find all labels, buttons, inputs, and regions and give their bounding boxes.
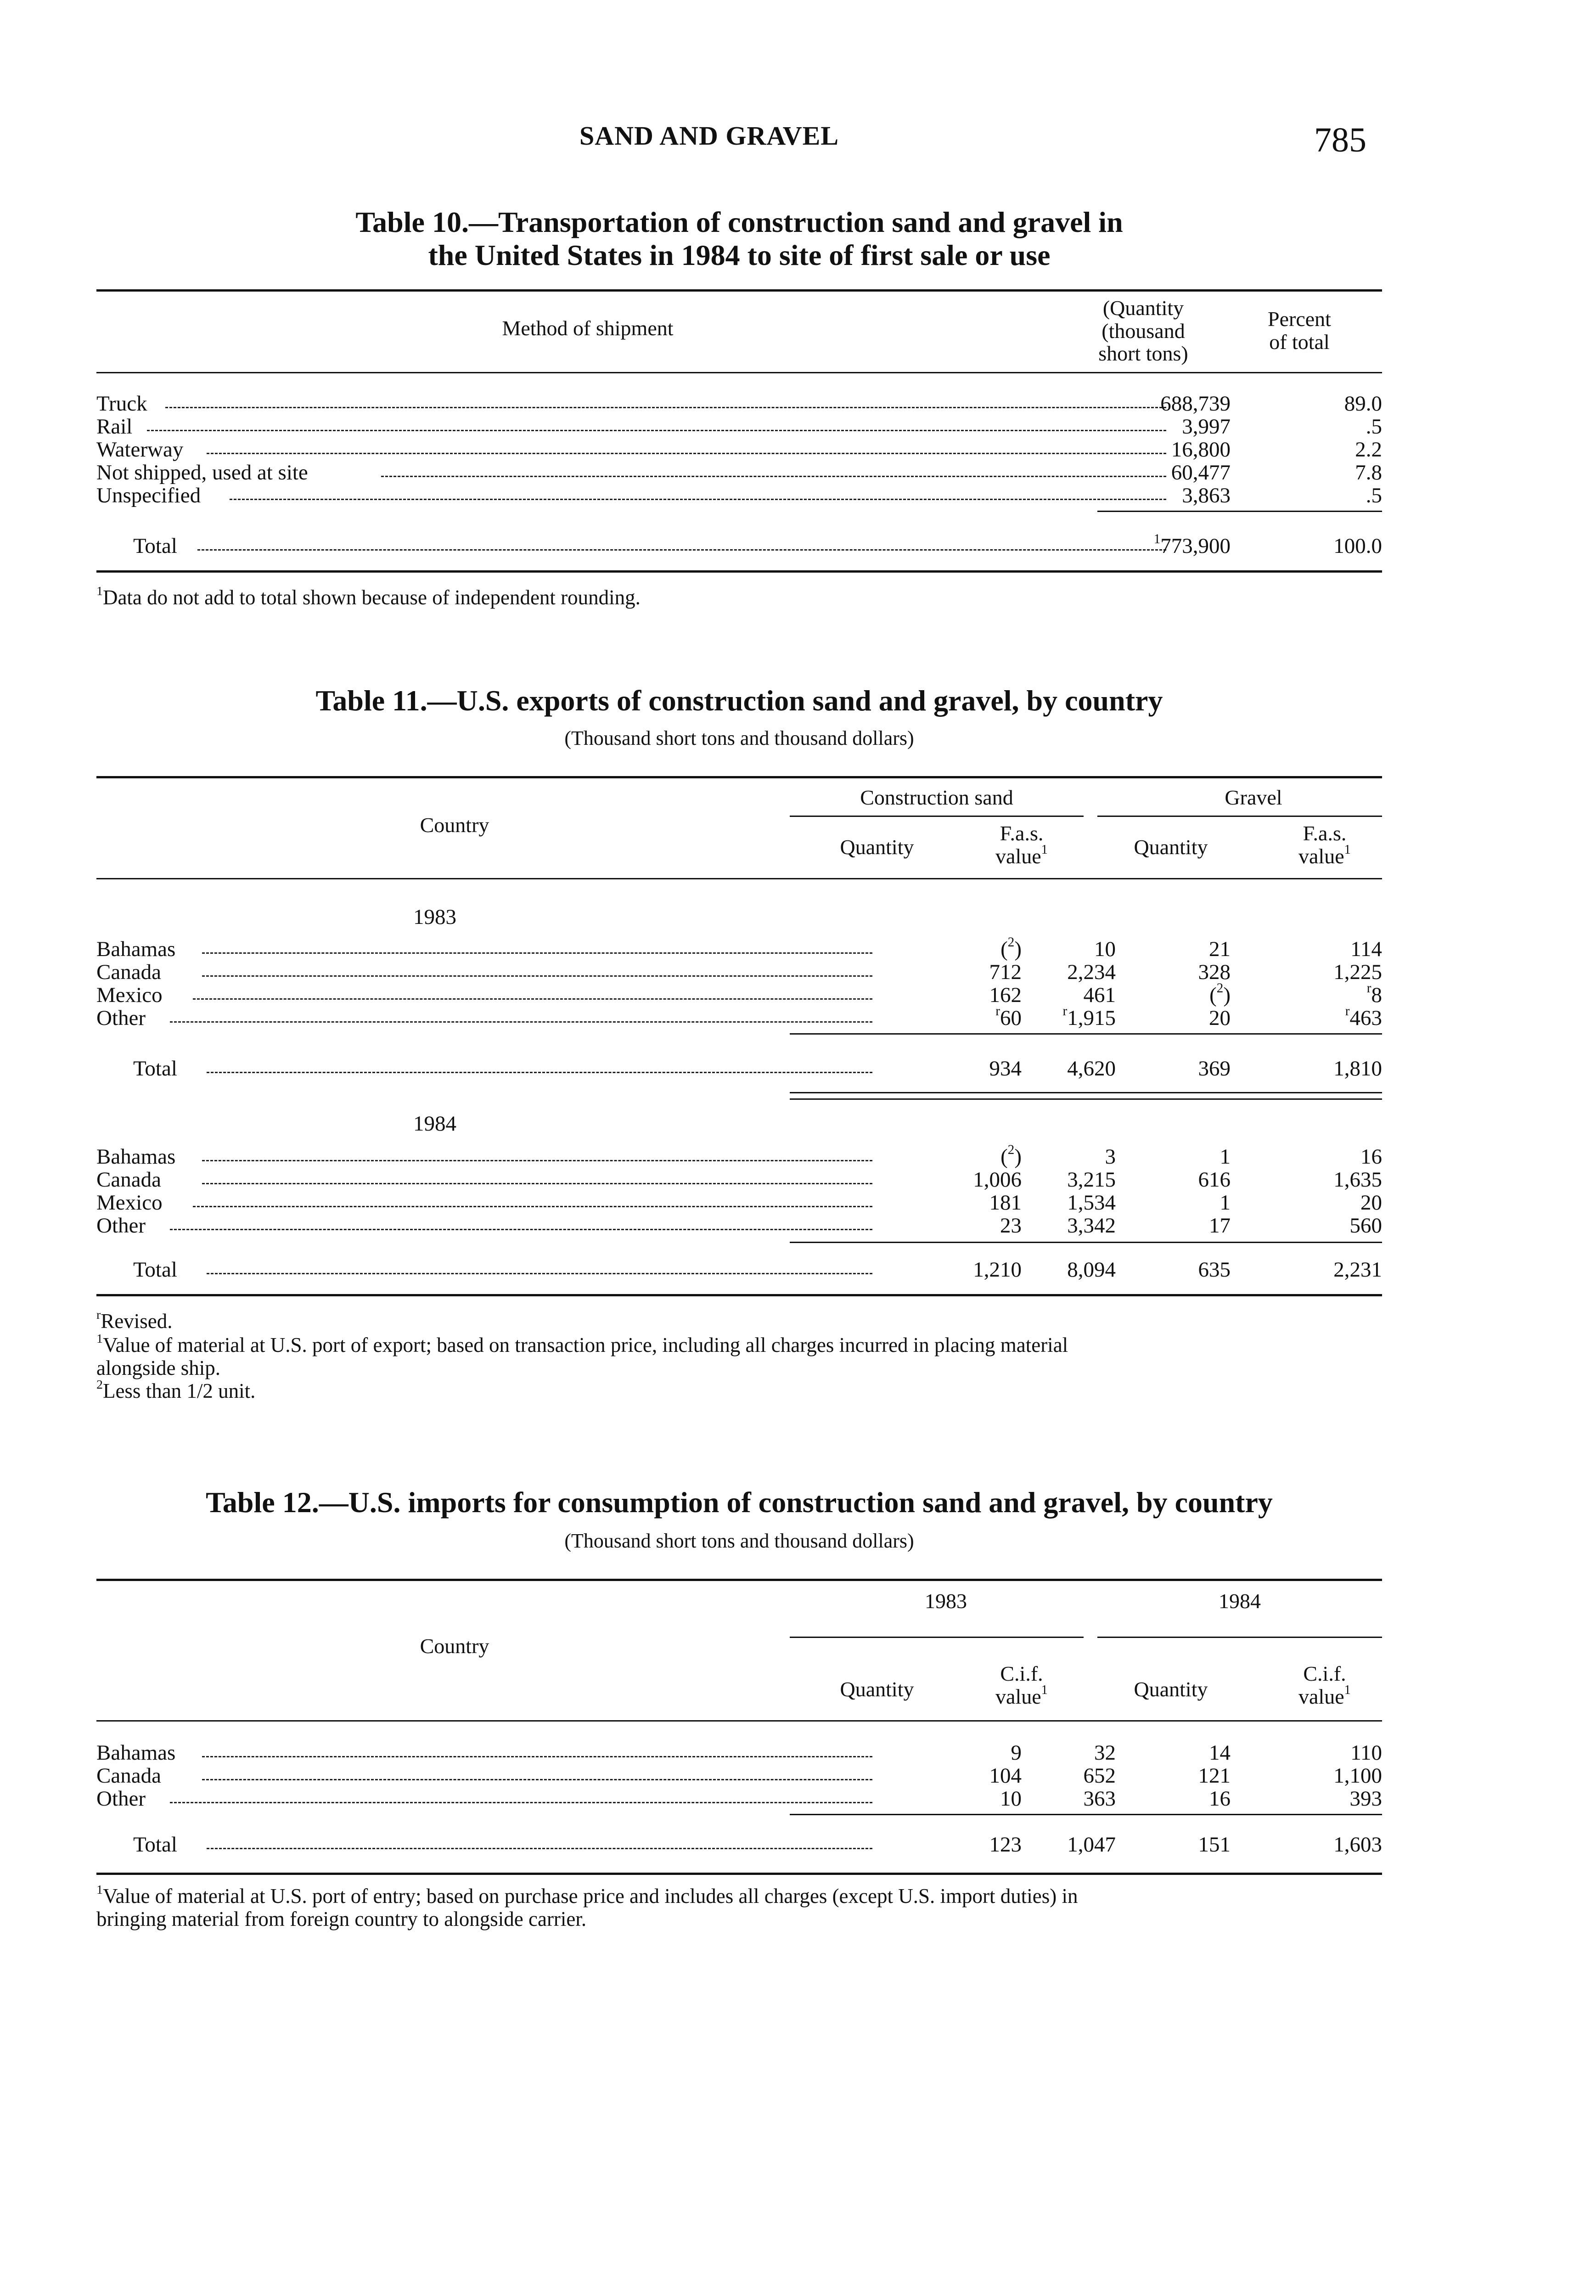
footnote-marker: 1: [96, 1883, 103, 1897]
table-row: [96, 1144, 1382, 1167]
table11-col-gravel-fas: [1272, 822, 1377, 867]
footnote-marker: 1: [96, 1332, 103, 1346]
sand-quantity: $^r$60: [995, 1004, 1022, 1030]
row-quantity: 3,997: [1182, 415, 1231, 439]
table-row: [96, 1213, 1382, 1236]
gravel-value-text: 8: [1371, 983, 1382, 1007]
quantity-1983: 123: [989, 1833, 1022, 1857]
fas-line1: F.a.s.: [1303, 822, 1347, 845]
table11-1983-total-rule: [790, 1033, 1382, 1035]
row-label: Not shipped, used at site: [96, 461, 308, 484]
sand-value: 8,094: [1067, 1258, 1116, 1282]
revised-marker: r: [995, 1004, 1000, 1019]
gravel-quantity: 1: [1219, 1145, 1231, 1169]
row-quantity: 3,863: [1182, 484, 1231, 507]
table12-col-country: Country: [420, 1634, 489, 1658]
leader-dots: [202, 1756, 872, 1757]
row-label: Canada: [96, 1764, 161, 1788]
footnote-marker: 1: [1344, 842, 1351, 857]
table11-subtitle: (Thousand short tons and thousand dollars): [564, 727, 914, 749]
row-label: Total: [133, 1057, 177, 1080]
cif-value-text: value: [1298, 1684, 1344, 1708]
year-label: 1984: [413, 1112, 456, 1136]
table10-col-percent-line2: of total: [1269, 330, 1330, 354]
footnote-line2: bringing material from foreign country to alongside carrier.: [96, 1908, 587, 1931]
table12-total-rule: [790, 1814, 1382, 1815]
table11-note-revised: [96, 1310, 173, 1333]
value-1983: 32: [1094, 1741, 1116, 1765]
gravel-quantity: 1: [1219, 1191, 1231, 1215]
footnote-marker: r: [96, 1308, 101, 1322]
table10-col-quantity-line2: (thousand: [1101, 319, 1185, 343]
revised-marker: r: [1366, 981, 1371, 996]
table11-note-1: [96, 1334, 1382, 1380]
quantity-1983: 9: [1011, 1741, 1022, 1765]
fas-line2: [969, 842, 1074, 868]
cif-value-text: value: [995, 1684, 1041, 1708]
fas-line1: F.a.s.: [1000, 822, 1044, 845]
table12-subtitle: (Thousand short tons and thousand dollars): [564, 1530, 914, 1552]
leader-dots: [170, 1229, 872, 1230]
row-label: Unspecified: [96, 484, 201, 507]
sand-quantity: 1,210: [973, 1258, 1022, 1282]
row-percent: .5: [1366, 415, 1382, 439]
row-quantity: 688,739: [1160, 392, 1231, 416]
table12-top-rule: [96, 1579, 1382, 1581]
leader-dots: [202, 975, 872, 977]
table10-col-quantity: [1065, 297, 1221, 365]
cif-line2: [969, 1685, 1074, 1708]
leader-dots: [197, 549, 1166, 551]
leader-dots: [381, 476, 1166, 477]
leader-dots: [207, 453, 1166, 454]
table11-col-country: Country: [420, 813, 489, 837]
table12-note-1: [96, 1885, 1382, 1931]
leader-dots: [193, 998, 872, 1000]
table12-col-1984-cif: [1272, 1662, 1377, 1708]
footnote-marker: 1: [96, 584, 103, 598]
row-quantity: [1154, 534, 1231, 558]
table10-footnote: [96, 586, 641, 609]
page-number: 785: [1314, 121, 1366, 159]
table10-col-percent-line1: Percent: [1268, 307, 1331, 331]
table-row-total: [96, 1832, 1382, 1855]
footnote-line2: alongside ship.: [96, 1356, 220, 1380]
row-label: Total: [133, 1833, 177, 1857]
table11-top-rule: [96, 776, 1382, 778]
gravel-value: 560: [1349, 1214, 1382, 1238]
table10-title: [188, 206, 1290, 271]
table11-col-sand-quantity: Quantity: [840, 835, 914, 859]
footnote-line1: [96, 1334, 1382, 1356]
gravel-value: 114: [1350, 937, 1382, 961]
row-percent: 100.0: [1333, 534, 1382, 558]
gravel-quantity: 635: [1198, 1258, 1231, 1282]
sand-quantity: ($^2$): [1000, 935, 1022, 961]
cif-line1: C.i.f.: [1000, 1662, 1043, 1685]
row-quantity: 16,800: [1171, 438, 1231, 461]
footnote-marker: 2: [1007, 1142, 1015, 1157]
footnote-marker: 1: [1153, 532, 1161, 546]
row-label: Bahamas: [96, 1741, 176, 1765]
value-1984: 110: [1350, 1741, 1382, 1765]
leader-dots: [207, 1273, 872, 1274]
table-row: [96, 1190, 1382, 1213]
value-1984: 1,603: [1333, 1833, 1382, 1857]
table10-col-percent: [1240, 308, 1359, 353]
table11-col-sand-fas: [969, 822, 1074, 867]
quantity-1983: 104: [989, 1764, 1022, 1788]
footnote-marker: 2: [96, 1378, 103, 1392]
table10-title-line2: the United States in 1984 to site of first sale or use: [428, 238, 1051, 271]
table10-col-quantity-line1: (Quantity: [1102, 296, 1184, 320]
row-label: Other: [96, 1787, 146, 1811]
row-label: Canada: [96, 960, 161, 984]
table-row: [96, 983, 1382, 1006]
table12-year-1983-rule: [790, 1637, 1084, 1638]
footnote-marker: 2: [1007, 935, 1015, 950]
sand-quantity: 934: [989, 1057, 1022, 1080]
row-label: Mexico: [96, 1191, 163, 1215]
gravel-quantity: 20: [1209, 1006, 1231, 1030]
table-row: [96, 1786, 1382, 1809]
table10-bottom-rule: [96, 570, 1382, 573]
table10-col-quantity-line3: short tons): [1098, 342, 1188, 366]
footnote-text: Value of material at U.S. port of entry; based on purchase price and includes all charges (except U.S. import duties) in: [102, 1885, 1078, 1908]
quantity-1984: 16: [1209, 1787, 1231, 1811]
table11-group-gravel-rule: [1097, 816, 1382, 817]
table12-header-rule: [96, 1720, 1382, 1722]
sand-value: 4,620: [1067, 1057, 1116, 1080]
table10-col-method: Method of shipment: [502, 316, 674, 340]
leader-dots: [207, 1072, 872, 1073]
sand-quantity: 23: [1000, 1214, 1022, 1238]
sand-value: 3: [1105, 1145, 1116, 1169]
table11-note-2: [96, 1379, 255, 1402]
row-label: Total: [133, 1258, 177, 1282]
quantity-1984: 151: [1198, 1833, 1231, 1857]
gravel-quantity: 17: [1209, 1214, 1231, 1238]
table11-bottom-rule: [96, 1294, 1382, 1296]
table12-bottom-rule: [96, 1873, 1382, 1875]
table-row: [96, 391, 1382, 414]
leader-dots: [170, 1802, 872, 1803]
gravel-value: [1367, 983, 1382, 1007]
row-label: Total: [133, 534, 177, 558]
table-row: [96, 414, 1382, 437]
table-row: [96, 1763, 1382, 1786]
sand-value: 3,342: [1067, 1214, 1116, 1238]
table11-1984-total-rule: [790, 1242, 1382, 1243]
table-row: [96, 937, 1382, 960]
row-percent: .5: [1366, 484, 1382, 507]
table10-header-rule: [96, 372, 1382, 373]
sand-quantity: 181: [989, 1191, 1022, 1215]
row-quantity: 60,477: [1171, 461, 1231, 484]
table12-col-1983-quantity: Quantity: [840, 1677, 914, 1701]
leader-dots: [170, 1021, 872, 1023]
total-quantity: 773,900: [1160, 534, 1231, 558]
value-1983: 652: [1083, 1764, 1116, 1788]
footnote-text: Revised.: [101, 1310, 173, 1333]
table10-total-rule: [1097, 511, 1382, 512]
row-label: Other: [96, 1214, 146, 1238]
row-percent: 89.0: [1344, 392, 1382, 416]
gravel-quantity: 616: [1198, 1168, 1231, 1192]
row-percent: 2.2: [1355, 438, 1382, 461]
sand-value: 10: [1094, 937, 1116, 961]
gravel-value: 1,225: [1333, 960, 1382, 984]
row-label: Truck: [96, 392, 147, 416]
fas-value-text: value: [995, 844, 1041, 868]
table10-top-rule: [96, 289, 1382, 292]
table11-title: Table 11.—U.S. exports of construction sand and gravel, by country: [315, 684, 1163, 717]
footnote-text: Less than 1/2 unit.: [102, 1379, 256, 1402]
table12-year-1984-rule: [1097, 1637, 1382, 1638]
row-label: Bahamas: [96, 1145, 176, 1169]
sand-value: 3,215: [1067, 1168, 1116, 1192]
quantity-1984: 14: [1209, 1741, 1231, 1765]
sand-quantity: 162: [989, 983, 1022, 1007]
table11-1983-double-rule-b: [790, 1098, 1382, 1100]
table12-year-1984: 1984: [1219, 1589, 1261, 1613]
footnote-text: Data do not add to total shown because of independent rounding.: [102, 586, 641, 609]
table12-year-1983: 1983: [925, 1589, 967, 1613]
leader-dots: [202, 952, 872, 954]
table12-title: Table 12.—U.S. imports for consumption of construction sand and gravel, by country: [206, 1486, 1273, 1519]
leader-dots: [193, 1206, 872, 1207]
sand-quantity: ($^2$): [1000, 1142, 1022, 1169]
sand-value: 1,534: [1067, 1191, 1116, 1215]
leader-dots: [202, 1779, 872, 1780]
table-row: [96, 437, 1382, 460]
table-row: [96, 483, 1382, 506]
row-percent: 7.8: [1355, 461, 1382, 484]
table-row-total: [96, 1056, 1382, 1079]
table-row: [96, 460, 1382, 483]
footnote-text: Value of material at U.S. port of export; based on transaction price, including all charges incurred in placing material: [102, 1334, 1068, 1356]
row-label: Bahamas: [96, 937, 176, 961]
table10-title-line1: Table 10.—Transportation of construction sand and gravel in: [355, 206, 1123, 238]
gravel-value: 20: [1360, 1191, 1382, 1215]
fas-value-text: value: [1298, 844, 1344, 868]
row-label: Rail: [96, 415, 133, 439]
gravel-value: 16: [1360, 1145, 1382, 1169]
footnote-line1: [96, 1885, 1382, 1908]
gravel-quantity: 369: [1198, 1057, 1231, 1080]
sand-value: 2,234: [1067, 960, 1116, 984]
gravel-quantity: 21: [1209, 937, 1231, 961]
table12-col-1984-quantity: Quantity: [1134, 1677, 1208, 1701]
value-1983: 363: [1083, 1787, 1116, 1811]
sand-value: $^r$1,915: [1062, 1004, 1116, 1030]
row-label: Canada: [96, 1168, 161, 1192]
row-label: Mexico: [96, 983, 163, 1007]
running-head: SAND AND GRAVEL: [579, 121, 839, 151]
cif-line1: C.i.f.: [1303, 1662, 1346, 1685]
gravel-value: 2,231: [1333, 1258, 1382, 1282]
value-1983: 1,047: [1067, 1833, 1116, 1857]
leader-dots: [230, 499, 1166, 500]
leader-dots: [202, 1183, 872, 1184]
table-row: [96, 1006, 1382, 1029]
gravel-value: $^r$463: [1345, 1004, 1382, 1030]
gravel-value: 1,810: [1333, 1057, 1382, 1080]
sand-quantity: 1,006: [973, 1168, 1022, 1192]
gravel-quantity: ($^2$): [1209, 981, 1231, 1007]
footnote-marker: 1: [1344, 1683, 1351, 1697]
leader-dots: [207, 1848, 872, 1849]
value-1984: 393: [1349, 1787, 1382, 1811]
footnote-marker: 1: [1041, 842, 1048, 857]
table-row: [96, 1740, 1382, 1763]
year-label: 1983: [413, 905, 456, 929]
leader-dots: [147, 430, 1166, 431]
row-label: Waterway: [96, 438, 184, 461]
table11-group-gravel: Gravel: [1225, 786, 1282, 809]
table-row: [96, 960, 1382, 983]
footnote-marker: 1: [1041, 1683, 1048, 1697]
sand-quantity: 712: [989, 960, 1022, 984]
sand-value: 461: [1083, 983, 1116, 1007]
table-row-total: [96, 534, 1382, 557]
quantity-1984: 121: [1198, 1764, 1231, 1788]
value-1984: 1,100: [1333, 1764, 1382, 1788]
fas-line2: [1272, 842, 1377, 868]
gravel-quantity: 328: [1198, 960, 1231, 984]
revised-marker: r: [1345, 1004, 1350, 1019]
table-row: [96, 1167, 1382, 1190]
cif-line2: [1272, 1685, 1377, 1708]
leader-dots: [202, 1160, 872, 1161]
table11-header-rule: [96, 878, 1382, 879]
table11-group-sand: Construction sand: [860, 786, 1013, 809]
table12-col-1983-cif: [969, 1662, 1074, 1708]
leader-dots: [165, 407, 1166, 408]
table11-1983-double-rule-a: [790, 1092, 1382, 1093]
quantity-1983: 10: [1000, 1787, 1022, 1811]
table11-col-gravel-quantity: Quantity: [1134, 835, 1208, 859]
row-label: Other: [96, 1006, 146, 1030]
table11-group-sand-rule: [790, 816, 1084, 817]
gravel-value: 1,635: [1333, 1168, 1382, 1192]
revised-marker: r: [1062, 1004, 1068, 1019]
footnote-marker: 2: [1216, 981, 1224, 996]
table-row-total: [96, 1257, 1382, 1280]
